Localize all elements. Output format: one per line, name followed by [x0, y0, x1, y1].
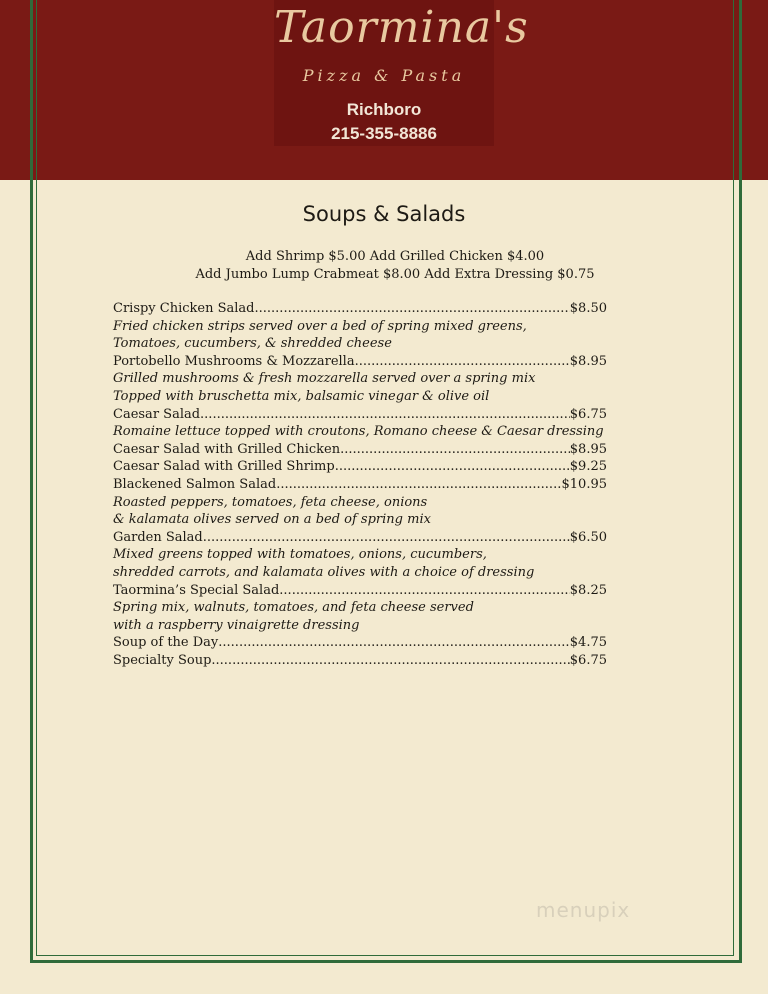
- menu-item: [113, 476, 607, 494]
- menu-item-description: Spring mix, walnuts, tomatoes, and feta cheese served: [113, 600, 474, 616]
- menu-item-description: Fried chicken strips served over a bed of spring mixed greens,: [113, 318, 527, 334]
- menu-item-description: with a raspberry vinaigrette dressing: [113, 617, 360, 633]
- dot-leader: [200, 406, 570, 424]
- menu-item-name: Specialty Soup: [113, 652, 212, 668]
- menu-item-description: Romaine lettuce topped with croutons, Romano cheese & Caesar dressing: [113, 424, 604, 440]
- watermark: menupix: [536, 898, 631, 922]
- menu-item-description: Roasted peppers, tomatoes, feta cheese, onions: [113, 494, 428, 510]
- addon-line: Add Jumbo Lump Crabmeat $8.00 Add Extra Dressing $0.75: [195, 266, 595, 282]
- menu-item-price: $8.95: [569, 441, 607, 457]
- menu-item-name: Caesar Salad with Grilled Chicken: [113, 441, 341, 457]
- menu-list: [113, 300, 607, 669]
- logo-name: Taormina's: [274, 2, 529, 53]
- phone-number: 215-355-8886: [331, 124, 437, 143]
- menu-item: [113, 582, 607, 600]
- addon-options: [0, 248, 768, 283]
- dot-leader: [203, 529, 570, 547]
- menu-item-name: Garden Salad: [113, 529, 203, 545]
- menu-item: [113, 406, 607, 424]
- menu-item-price: $10.95: [561, 476, 607, 492]
- menu-item-price: $6.50: [569, 529, 607, 545]
- menu-item-price: $6.75: [569, 652, 607, 668]
- menu-item-price: $8.50: [569, 301, 607, 316]
- dot-leader: [211, 652, 569, 670]
- menu-item-name: Crispy Chicken Salad: [113, 301, 255, 316]
- menu-item: [113, 529, 607, 547]
- menu-item-price: $9.25: [569, 459, 607, 475]
- menu-item: [113, 353, 607, 371]
- logo-subtitle: Pizza & Pasta: [302, 66, 466, 85]
- menu-item-description: Topped with bruschetta mix, balsamic vinegar & olive oil: [113, 388, 490, 404]
- menu-item-description: Mixed greens topped with tomatoes, onions, cucumbers,: [113, 547, 487, 563]
- menu-item-name: Blackened Salmon Salad: [113, 476, 277, 492]
- addon-line: Add Shrimp $5.00 Add Grilled Chicken $4.00: [245, 249, 545, 264]
- dot-leader: [340, 441, 570, 459]
- menu-item: [113, 458, 607, 476]
- menu-item-description: Tomatoes, cucumbers, & shredded cheese: [113, 336, 392, 352]
- dot-leader: [335, 458, 570, 476]
- menu-item-description: shredded carrots, and kalamata olives with a choice of dressing: [113, 564, 535, 580]
- menu-item-price: $4.75: [569, 635, 607, 651]
- dot-leader: [279, 582, 569, 600]
- menu-item-price: $8.95: [569, 353, 607, 369]
- menu-item: [113, 652, 607, 670]
- section-title: Soups & Salads: [302, 202, 466, 226]
- menu-item: [113, 634, 607, 652]
- dot-leader: [276, 476, 561, 494]
- menu-item-name: Taormina’s Special Salad: [113, 582, 280, 598]
- dot-leader: [255, 300, 570, 318]
- menu-item-name: Caesar Salad with Grilled Shrimp: [113, 459, 335, 475]
- location-label: Richboro: [346, 100, 422, 119]
- menu-item-name: Caesar Salad: [113, 406, 201, 422]
- menu-item-price: $8.25: [569, 582, 607, 598]
- menu-item-name: Soup of the Day: [113, 635, 219, 651]
- dot-leader: [218, 634, 570, 652]
- menu-item-price: $6.75: [569, 406, 607, 422]
- menu-item-description: Grilled mushrooms & fresh mozzarella served over a spring mix: [113, 371, 536, 387]
- menu-item-description: & kalamata olives served on a bed of spring mix: [113, 512, 431, 528]
- dot-leader: [355, 353, 570, 371]
- menu-item: [113, 300, 607, 318]
- menu-item: [113, 441, 607, 459]
- menu-item-name: Portobello Mushrooms & Mozzarella: [113, 353, 355, 369]
